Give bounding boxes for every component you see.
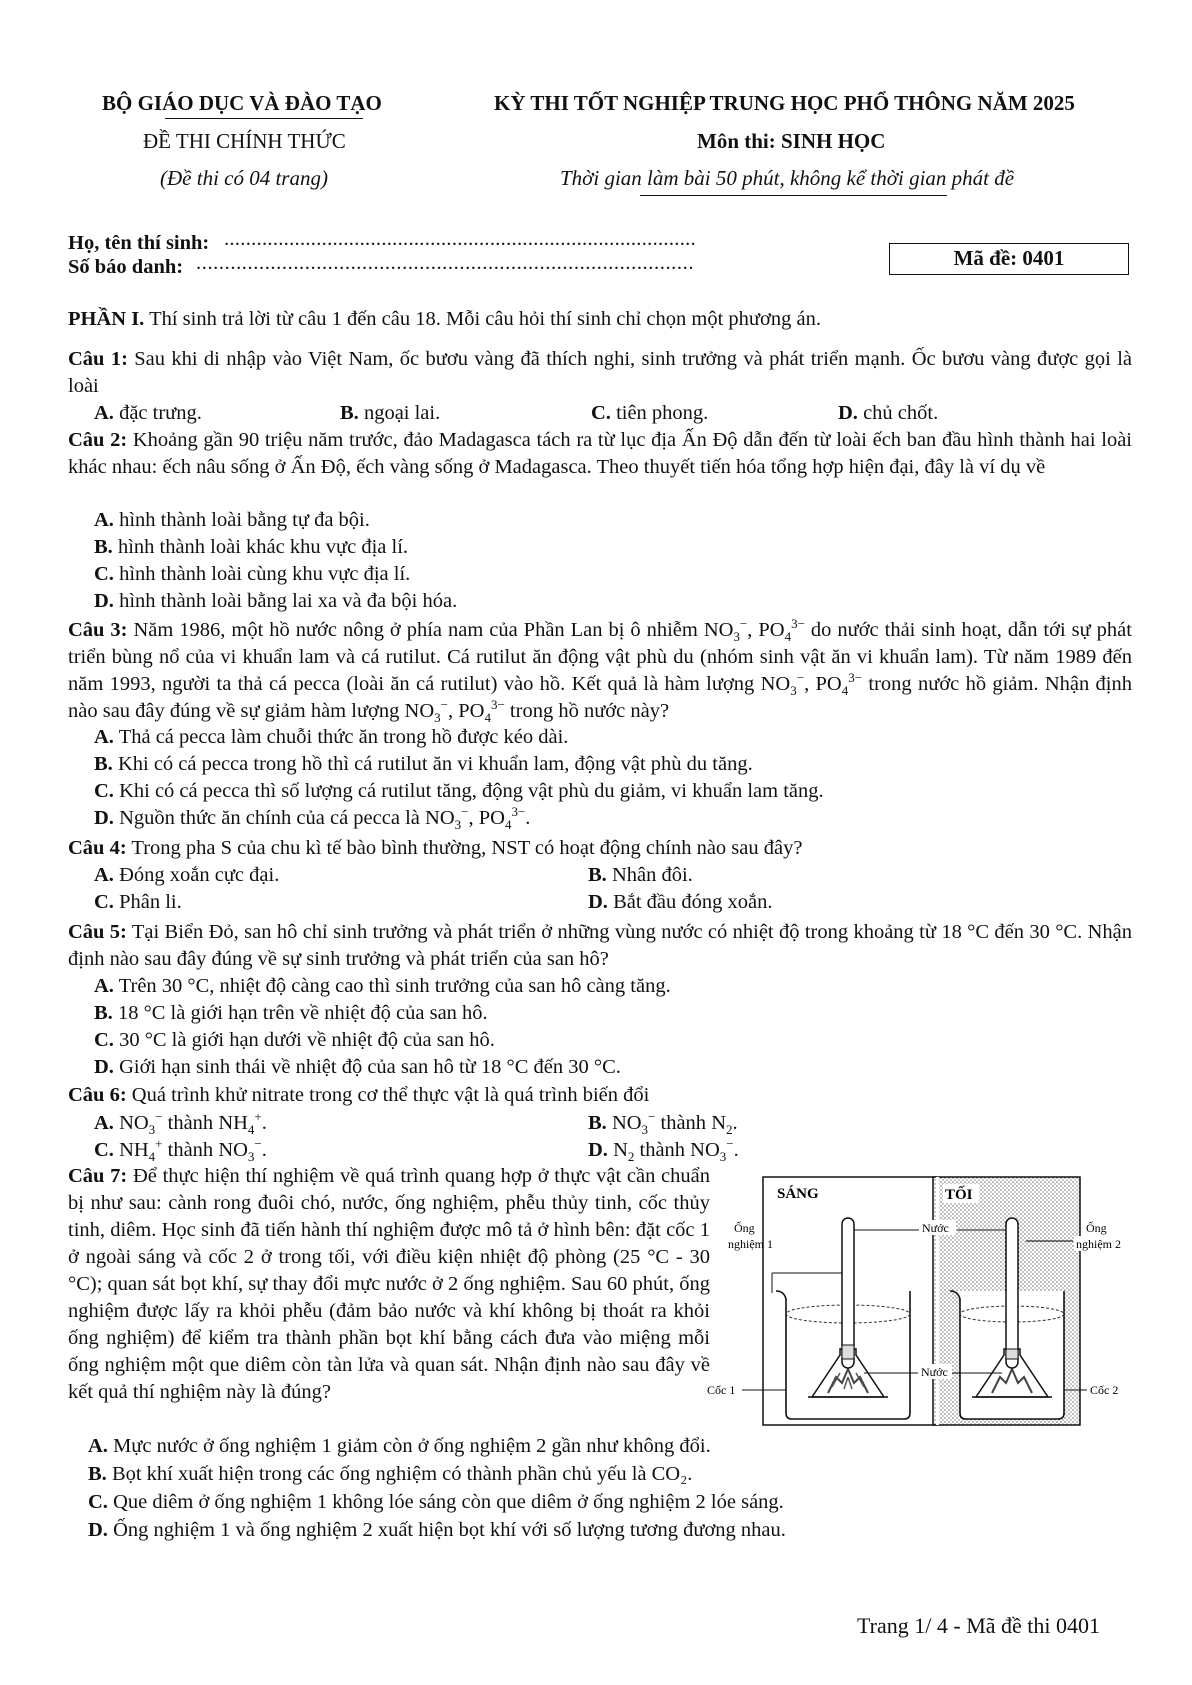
q7-option-c[interactable]: C. Que diêm ở ống nghiệm 1 không lóe sáng còn que diêm ở ống nghiệm 2 lóe sáng. <box>88 1491 784 1513</box>
part1-text: Thí sinh trả lời từ câu 1 đến câu 18. Mỗi câu hỏi thí sinh chỉ chọn một phương án. <box>144 308 821 330</box>
q3-option-d[interactable]: D. Nguồn thức ăn chính của cá pecca là $NO_3^-$, $PO_4^{3-}$. <box>94 804 531 833</box>
q3-option-a[interactable]: A. Thả cá pecca làm chuỗi thức ăn trong hồ được kéo dài. <box>94 726 569 748</box>
water-label-top: Nước <box>922 1221 949 1235</box>
question-6 <box>68 1082 1132 1109</box>
ministry-underline <box>165 118 363 119</box>
question-2-label: Câu 2: <box>68 429 128 451</box>
q4-option-a[interactable]: A. Đóng xoắn cực đại. <box>94 864 280 886</box>
q2-option-c[interactable]: C. hình thành loài cùng khu vực địa lí. <box>94 563 411 585</box>
ministry-title: BỘ GIÁO DỤC VÀ ĐÀO TẠO <box>102 91 382 115</box>
question-7-label: Câu 7: <box>68 1165 128 1187</box>
time-underline <box>640 195 947 196</box>
question-1-text: Sau khi di nhập vào Việt Nam, ốc bươu vàng đã thích nghi, sinh trưởng và phát triển mạnh. Ốc bươu vàng được gọi là loài <box>68 348 1132 397</box>
q7-option-d[interactable]: D. Ống nghiệm 1 và ống nghiệm 2 xuất hiện bọt khí với số lượng tương đương nhau. <box>88 1519 786 1541</box>
question-2-text: Khoảng gần 90 triệu năm trước, đảo Madagasca tách ra từ lục địa Ấn Độ dẫn đến từ loài ếch ban đầu hình thành hai loài khác nhau: ếch nâu sống ở Ấn Độ, ếch vàng sống ở Madagasca. Theo thuyết tiến hóa tổng hợp hiện đại, đây là ví dụ về <box>68 429 1132 478</box>
q6-option-c[interactable]: C. $NH_4^+$ thành $NO_3^-$. <box>94 1136 267 1165</box>
question-4 <box>68 835 1132 862</box>
q2-option-a[interactable]: A. hình thành loài bằng tự đa bội. <box>94 509 370 531</box>
cup1-label: Cốc 1 <box>707 1383 736 1397</box>
pages-note: (Đề thi có 04 trang) <box>160 166 328 190</box>
q1-option-a[interactable]: A. đặc trưng. <box>94 402 202 424</box>
page-footer: Trang 1/ 4 - Mã đề thi 0401 <box>857 1613 1101 1638</box>
q5-option-d[interactable]: D. Giới hạn sinh thái về nhiệt độ của san hô từ 18 °C đến 30 °C. <box>94 1056 621 1078</box>
tube1-label-line1: Ống <box>734 1221 755 1235</box>
cup2-label: Cốc 2 <box>1090 1383 1119 1397</box>
question-5 <box>68 919 1132 973</box>
q6-option-a[interactable]: A. $NO_3^-$ thành $NH_4^+$. <box>94 1109 267 1138</box>
experiment-diagram <box>707 1173 1141 1430</box>
candidate-number-dots: ....................................................................................... <box>196 252 695 274</box>
question-7 <box>68 1163 710 1406</box>
q4-option-c[interactable]: C. Phân li. <box>94 891 182 913</box>
q6-option-b[interactable]: B. $NO_3^-$ thành $N_2$. <box>588 1109 738 1138</box>
tube2-label-line1: Ống <box>1086 1221 1107 1235</box>
water-label-middle: Nước <box>921 1365 948 1379</box>
q1-option-c[interactable]: C. tiên phong. <box>591 402 709 424</box>
q1-option-d[interactable]: D. chủ chốt. <box>838 402 939 424</box>
dark-label: TỐI <box>945 1187 973 1203</box>
exam-title: KỲ THI TỐT NGHIỆP TRUNG HỌC PHỔ THÔNG NĂM 2025 <box>494 91 1075 115</box>
q5-option-c[interactable]: C. 30 °C là giới hạn dưới về nhiệt độ của san hô. <box>94 1029 495 1051</box>
light-label: SÁNG <box>777 1186 819 1202</box>
question-1 <box>68 346 1132 400</box>
question-6-label: Câu 6: <box>68 1084 127 1106</box>
photosynthesis-figure <box>707 1173 1141 1430</box>
q2-option-b[interactable]: B. hình thành loài khác khu vực địa lí. <box>94 536 409 558</box>
question-5-text: Tại Biển Đỏ, san hô chỉ sinh trưởng và phát triển ở những vùng nước có nhiệt độ trong khoảng từ 18 °C đến 30 °C. Nhận định nào sau đây đúng về sự sinh trưởng và phát triển của san hô? <box>68 921 1132 970</box>
question-5-label: Câu 5: <box>68 921 127 943</box>
candidate-number-label: Số báo danh: <box>68 256 184 278</box>
q2-option-d[interactable]: D. hình thành loài bằng lai xa và đa bội hóa. <box>94 590 458 612</box>
candidate-name-dots: ....................................................................................... <box>224 228 696 250</box>
q6-option-d[interactable]: D. $N_2$ thành $NO_3^-$. <box>588 1136 739 1165</box>
q5-option-b[interactable]: B. 18 °C là giới hạn trên về nhiệt độ của san hô. <box>94 1002 488 1024</box>
part1-instruction <box>68 306 1133 333</box>
q1-option-b[interactable]: B. ngoại lai. <box>340 402 441 424</box>
question-3: Câu 3: Năm 1986, một hồ nước nông ở phía nam của Phần Lan bị ô nhiễm $NO_3^-$, $PO_4^{3-}$ do nước thải sinh hoạt, dẫn tới sự phát triển bùng nổ của vi khuẩn lam và cá rutilut. Cá rutilut ăn động vật phù du (nhóm sinh vật ăn vi khuẩn lam). Từ năm 1989 đến năm 1993, người ta thả cá pecca (loài ăn cá rutilut) vào hồ. Kết quả là hàm lượng $NO_3^-$, $PO_4^{3-}$ trong nước hồ giảm. Nhận định nào sau đây đúng về sự giảm hàm lượng $NO_3^-$, $PO_4^{3-}$ trong hồ nước này? <box>68 616 1132 726</box>
part1-heading: PHẦN I. <box>68 308 145 330</box>
q4-option-b[interactable]: B. Nhân đôi. <box>588 864 693 886</box>
tube2-label-line2: nghiệm 2 <box>1076 1237 1121 1251</box>
question-2 <box>68 427 1132 481</box>
subject-label: Môn thi: SINH HỌC <box>697 129 886 153</box>
q3-option-b[interactable]: B. Khi có cá pecca trong hồ thì cá rutilut ăn vi khuẩn lam, động vật phù du tăng. <box>94 753 753 775</box>
time-note: Thời gian làm bài 50 phút, không kể thời gian phát đề <box>560 166 1015 190</box>
question-6-text: Quá trình khử nitrate trong cơ thể thực vật là quá trình biến đổi <box>126 1084 650 1106</box>
question-7-text: Để thực hiện thí nghiệm về quá trình quang hợp ở thực vật cần chuẩn bị như sau: cành rong đuôi chó, nước, ống nghiệm, phễu thủy tinh, cốc thủy tinh, diêm. Học sinh đã tiến hành thí nghiệm được mô tả ở hình bên: đặt cốc 1 ở ngoài sáng và cốc 2 ở trong tối, với điều kiện nhiệt độ phòng (25 °C - 30 °C); quan sát bọt khí, sự thay đổi mực nước ở 2 ống nghiệm. Sau 60 phút, ống nghiệm được lấy ra khỏi phễu (đảm bảo nước và khí không bị thoát ra khỏi ống nghiệm) để kiểm tra thành phần bọt khí bằng cách đưa vào miệng mỗi ống nghiệm một que diêm còn tàn lửa và quan sát. Nhận định nào sau đây về kết quả thí nghiệm này là đúng? <box>68 1165 710 1403</box>
exam-code-box: Mã đề: 0401 <box>889 243 1129 275</box>
candidate-name-label: Họ, tên thí sinh: <box>68 232 210 254</box>
question-4-label: Câu 4: <box>68 837 127 859</box>
tube1-label-line2: nghiệm 1 <box>728 1237 773 1251</box>
question-1-label: Câu 1: <box>68 348 128 370</box>
q7-option-b[interactable]: B. Bọt khí xuất hiện trong các ống nghiệm có thành phần chủ yếu là CO₂. <box>88 1463 693 1485</box>
official-label: ĐỀ THI CHÍNH THỨC <box>143 129 346 153</box>
q4-option-d[interactable]: D. Bắt đầu đóng xoắn. <box>588 891 773 913</box>
q7-option-a[interactable]: A. Mực nước ở ống nghiệm 1 giảm còn ở ống nghiệm 2 gần như không đổi. <box>88 1435 711 1457</box>
q5-option-a[interactable]: A. Trên 30 °C, nhiệt độ càng cao thì sinh trưởng của san hô càng tăng. <box>94 975 671 997</box>
question-3-label: Câu 3: <box>68 619 128 641</box>
question-4-text: Trong pha S của chu kì tế bào bình thường, NST có hoạt động chính nào sau đây? <box>126 837 803 859</box>
q3-option-c[interactable]: C. Khi có cá pecca thì số lượng cá rutilut tăng, động vật phù du giảm, vi khuẩn lam tăng. <box>94 780 824 802</box>
